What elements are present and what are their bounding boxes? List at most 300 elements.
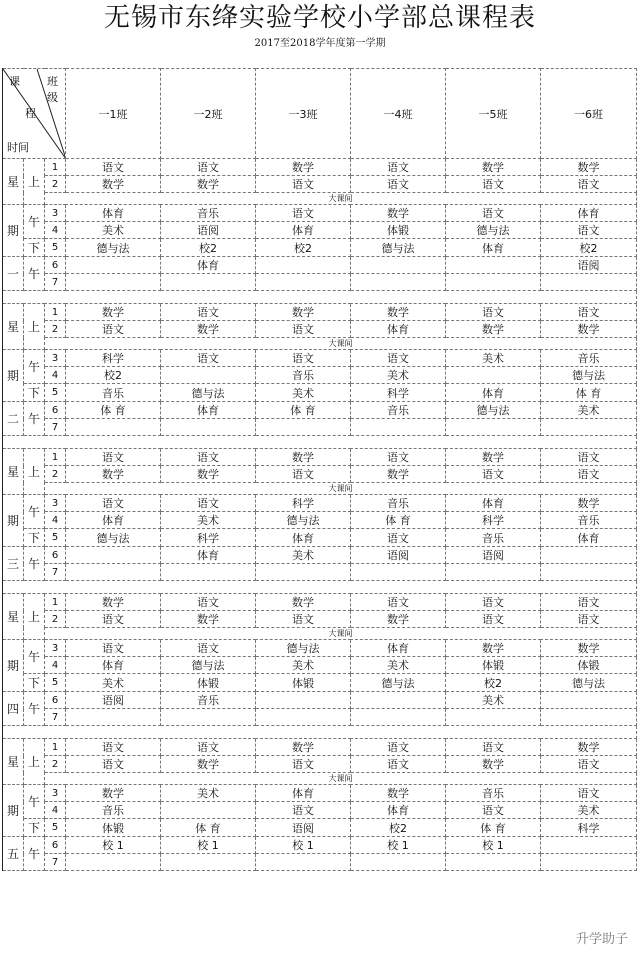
period-row [3,257,637,274]
period-number: 5 [45,529,66,547]
period-number: 1 [45,159,66,176]
day-label: 三 [3,547,24,581]
halfday-label: 午 [24,785,45,819]
lesson-cell [66,854,161,871]
lesson-cell [256,564,351,581]
lesson-cell: 语文 [161,350,256,367]
class-header: 一5班 [446,69,541,159]
lesson-cell: 语文 [351,529,446,547]
lesson-cell: 数学 [351,304,446,321]
lesson-cell: 德与法 [446,402,541,419]
lesson-cell: 德与法 [161,384,256,402]
period-number: 5 [45,674,66,692]
period-number: 1 [45,304,66,321]
halfday-label: 下 [24,819,45,837]
lesson-cell: 语文 [256,756,351,773]
lesson-cell: 语文 [351,594,446,611]
lesson-cell: 语阅 [541,257,637,274]
corner-label-ke: 课 [9,75,20,88]
day-label: 星 [3,739,24,785]
lesson-cell: 校2 [541,239,637,257]
lesson-cell: 校 1 [256,837,351,854]
lesson-cell: 语文 [446,176,541,193]
lesson-cell: 体育 [66,512,161,529]
lesson-cell [446,257,541,274]
period-row [3,756,637,773]
halfday-label: 午 [24,350,45,384]
lesson-cell: 数学 [351,466,446,483]
lesson-cell [66,547,161,564]
period-number: 4 [45,222,66,239]
lesson-cell: 体 育 [66,402,161,419]
lesson-cell: 语文 [446,304,541,321]
period-row [3,239,637,257]
halfday-label: 上 [24,304,45,350]
lesson-cell: 语文 [66,321,161,338]
lesson-cell: 音乐 [541,350,637,367]
corner-label-time: 时间 [7,141,29,154]
halfday-label: 上 [24,739,45,785]
lesson-cell: 音乐 [446,785,541,802]
lesson-cell: 校2 [161,239,256,257]
halfday-label: 下 [24,674,45,692]
day-label: 五 [3,837,24,871]
lesson-cell: 语文 [446,802,541,819]
lesson-cell: 德与法 [66,529,161,547]
page-subtitle: 2017至2018学年度第一学期 [254,38,386,49]
period-row [3,495,637,512]
lesson-cell: 校 1 [161,837,256,854]
halfday-label: 午 [24,205,45,239]
lesson-cell: 校 1 [446,837,541,854]
lesson-cell: 德与法 [256,512,351,529]
halfday-label: 下 [24,384,45,402]
lesson-cell: 美术 [446,350,541,367]
lesson-cell: 语阅 [351,547,446,564]
period-number: 1 [45,449,66,466]
period-row [3,692,637,709]
lesson-cell: 体育 [256,785,351,802]
lesson-cell: 数学 [256,159,351,176]
gap-cell [3,291,637,304]
lesson-cell: 德与法 [541,367,637,384]
period-number: 2 [45,321,66,338]
lesson-cell: 体锻 [66,819,161,837]
period-row [3,674,637,692]
lesson-cell: 语文 [351,449,446,466]
lesson-cell: 校2 [66,367,161,384]
lesson-cell [446,367,541,384]
lesson-cell: 体育 [351,321,446,338]
period-number: 3 [45,205,66,222]
lesson-cell: 语文 [541,176,637,193]
break-label: 大课间 [45,628,637,640]
day-label: 二 [3,402,24,436]
lesson-cell: 数学 [541,739,637,756]
lesson-cell: 语文 [446,611,541,628]
lesson-cell: 数学 [256,304,351,321]
lesson-cell: 语文 [161,640,256,657]
period-number: 3 [45,785,66,802]
lesson-cell: 美术 [256,547,351,564]
lesson-cell [161,564,256,581]
lesson-cell [446,419,541,436]
lesson-cell: 美术 [351,657,446,674]
period-row [3,367,637,384]
lesson-cell: 音乐 [66,802,161,819]
lesson-cell: 美术 [446,692,541,709]
period-row [3,419,637,436]
lesson-cell: 体育 [66,205,161,222]
lesson-cell: 数学 [161,611,256,628]
period-number: 2 [45,611,66,628]
break-label: 大课间 [45,338,637,350]
lesson-cell: 体育 [351,640,446,657]
day-label: 星 [3,594,24,640]
lesson-cell [541,709,637,726]
day-label: 四 [3,692,24,726]
halfday-label: 午 [24,837,45,871]
day-label: 期 [3,495,24,547]
period-number: 4 [45,802,66,819]
lesson-cell [161,709,256,726]
period-row [3,547,637,564]
halfday-label: 午 [24,547,45,581]
class-header: 一2班 [161,69,256,159]
lesson-cell: 音乐 [161,692,256,709]
lesson-cell: 美术 [161,512,256,529]
gap-cell [3,726,637,739]
lesson-cell [161,854,256,871]
lesson-cell: 语文 [351,350,446,367]
lesson-cell: 德与法 [66,239,161,257]
lesson-cell: 语文 [351,176,446,193]
lesson-cell: 数学 [66,594,161,611]
period-number: 4 [45,657,66,674]
period-row [3,449,637,466]
lesson-cell: 体育 [541,205,637,222]
lesson-cell: 科学 [541,819,637,837]
lesson-cell: 音乐 [161,205,256,222]
lesson-cell: 音乐 [351,402,446,419]
period-number: 7 [45,274,66,291]
lesson-cell: 体育 [66,657,161,674]
break-row [3,193,637,205]
lesson-cell: 语文 [446,594,541,611]
period-number: 6 [45,257,66,274]
period-number: 7 [45,564,66,581]
lesson-cell: 校2 [446,674,541,692]
corner-header-cell [3,69,66,159]
lesson-cell: 语文 [161,495,256,512]
lesson-cell: 数学 [446,321,541,338]
lesson-cell [541,854,637,871]
lesson-cell [446,854,541,871]
period-number: 6 [45,547,66,564]
lesson-cell: 体育 [351,802,446,819]
halfday-label: 午 [24,692,45,726]
lesson-cell [256,257,351,274]
lesson-cell: 美术 [66,674,161,692]
class-header: 一6班 [541,69,637,159]
lesson-cell: 数学 [446,756,541,773]
lesson-cell [256,274,351,291]
lesson-cell: 音乐 [351,495,446,512]
lesson-cell: 语文 [541,304,637,321]
lesson-cell: 体育 [446,495,541,512]
lesson-cell: 体锻 [446,657,541,674]
lesson-cell: 体育 [161,547,256,564]
day-label: 星 [3,449,24,495]
lesson-cell: 体育 [161,257,256,274]
period-row [3,657,637,674]
page-title: 无锡市东绛实验学校小学部总课程表 [103,3,536,33]
period-row [3,205,637,222]
lesson-cell: 语文 [161,304,256,321]
lesson-cell: 德与法 [351,674,446,692]
lesson-cell [161,367,256,384]
lesson-cell: 语文 [66,739,161,756]
lesson-cell: 语阅 [446,547,541,564]
period-number: 4 [45,367,66,384]
period-number: 5 [45,384,66,402]
day-label: 期 [3,640,24,692]
lesson-cell: 语文 [256,205,351,222]
lesson-cell: 语文 [256,176,351,193]
lesson-cell [66,419,161,436]
period-number: 5 [45,239,66,257]
halfday-label: 午 [24,495,45,529]
period-row [3,274,637,291]
break-row [3,628,637,640]
lesson-cell: 体育 [541,529,637,547]
lesson-cell: 语阅 [66,692,161,709]
lesson-cell: 语文 [256,802,351,819]
lesson-cell: 语文 [256,466,351,483]
lesson-cell: 数学 [256,739,351,756]
lesson-cell: 体锻 [256,674,351,692]
period-number: 2 [45,466,66,483]
day-gap-row [3,726,637,739]
period-number: 4 [45,512,66,529]
lesson-cell [446,274,541,291]
lesson-cell [66,274,161,291]
lesson-cell: 语文 [541,785,637,802]
period-number: 3 [45,640,66,657]
day-label: 星 [3,304,24,350]
period-row [3,529,637,547]
break-label: 大课间 [45,193,637,205]
lesson-cell: 语文 [446,466,541,483]
lesson-cell: 美术 [541,402,637,419]
period-number: 7 [45,854,66,871]
period-number: 1 [45,594,66,611]
period-number: 3 [45,350,66,367]
lesson-cell: 语文 [256,321,351,338]
lesson-cell: 数学 [446,449,541,466]
period-row [3,384,637,402]
lesson-cell [351,692,446,709]
day-label: 期 [3,350,24,402]
lesson-cell [541,837,637,854]
lesson-cell: 语阅 [161,222,256,239]
period-row [3,594,637,611]
lesson-cell: 数学 [541,159,637,176]
lesson-cell: 体 育 [351,512,446,529]
lesson-cell: 语文 [446,739,541,756]
halfday-label: 上 [24,594,45,640]
lesson-cell: 数学 [66,176,161,193]
lesson-cell: 语文 [66,159,161,176]
lesson-cell: 数学 [161,466,256,483]
day-label: 星 [3,159,24,205]
lesson-cell: 数学 [351,785,446,802]
lesson-cell: 数学 [541,640,637,657]
lesson-cell: 语文 [66,495,161,512]
lesson-cell: 数学 [541,495,637,512]
lesson-cell [161,274,256,291]
period-number: 7 [45,709,66,726]
lesson-cell: 语文 [66,640,161,657]
lesson-cell: 数学 [161,321,256,338]
lesson-cell: 科学 [446,512,541,529]
lesson-cell: 体锻 [541,657,637,674]
lesson-cell [351,854,446,871]
lesson-cell [66,709,161,726]
day-label: 一 [3,257,24,291]
lesson-cell [541,564,637,581]
lesson-cell: 德与法 [351,239,446,257]
lesson-cell: 语文 [161,159,256,176]
period-row [3,304,637,321]
lesson-cell: 德与法 [256,640,351,657]
lesson-cell: 数学 [541,321,637,338]
period-row [3,159,637,176]
lesson-cell: 语文 [66,449,161,466]
period-row [3,466,637,483]
lesson-cell: 音乐 [256,367,351,384]
period-row [3,802,637,819]
lesson-cell [256,419,351,436]
period-row [3,512,637,529]
lesson-cell: 美术 [161,785,256,802]
period-row [3,611,637,628]
lesson-cell: 数学 [351,205,446,222]
lesson-cell: 数学 [161,176,256,193]
lesson-cell: 语文 [256,350,351,367]
lesson-cell: 德与法 [446,222,541,239]
day-gap-row [3,291,637,304]
lesson-cell: 体锻 [161,674,256,692]
period-row [3,837,637,854]
lesson-cell [161,419,256,436]
halfday-label: 上 [24,449,45,495]
halfday-label: 午 [24,257,45,291]
lesson-cell: 科学 [351,384,446,402]
lesson-cell: 语文 [66,611,161,628]
lesson-cell: 体锻 [351,222,446,239]
lesson-cell: 德与法 [541,674,637,692]
timetable [2,68,637,871]
period-row [3,350,637,367]
lesson-cell [541,547,637,564]
lesson-cell: 科学 [161,529,256,547]
lesson-cell: 语文 [541,594,637,611]
lesson-cell [541,692,637,709]
lesson-cell: 数学 [66,304,161,321]
break-label: 大课间 [45,483,637,495]
lesson-cell: 美术 [351,367,446,384]
lesson-cell [66,564,161,581]
lesson-cell: 美术 [256,384,351,402]
break-label: 大课间 [45,773,637,785]
lesson-cell: 体育 [446,384,541,402]
period-number: 2 [45,756,66,773]
halfday-label: 上 [24,159,45,205]
period-number: 2 [45,176,66,193]
lesson-cell [446,709,541,726]
period-number: 6 [45,837,66,854]
period-row [3,819,637,837]
lesson-cell: 校2 [256,239,351,257]
lesson-cell: 数学 [66,785,161,802]
lesson-cell: 美术 [541,802,637,819]
lesson-cell: 语文 [351,756,446,773]
lesson-cell: 体 育 [446,819,541,837]
period-row [3,176,637,193]
corner-label-cheng: 程 [25,107,36,120]
period-number: 3 [45,495,66,512]
lesson-cell: 体 育 [161,819,256,837]
break-row [3,338,637,350]
day-label: 期 [3,205,24,257]
period-row [3,402,637,419]
day-gap-row [3,581,637,594]
corner-label-ban: 班 [47,75,58,88]
period-row [3,321,637,338]
lesson-cell: 语文 [66,756,161,773]
period-number: 6 [45,692,66,709]
lesson-cell: 语文 [161,449,256,466]
lesson-cell [66,257,161,274]
lesson-cell: 美术 [66,222,161,239]
corner-label-ji: 级 [47,91,58,104]
lesson-cell: 语文 [541,466,637,483]
period-row [3,709,637,726]
period-row [3,785,637,802]
period-row [3,739,637,756]
lesson-cell: 校2 [351,819,446,837]
lesson-cell: 语文 [541,222,637,239]
lesson-cell: 数学 [256,449,351,466]
lesson-cell: 数学 [256,594,351,611]
lesson-cell [351,564,446,581]
period-number: 5 [45,819,66,837]
lesson-cell: 数学 [66,466,161,483]
gap-cell [3,436,637,449]
lesson-cell [256,854,351,871]
halfday-label: 午 [24,640,45,674]
period-number: 6 [45,402,66,419]
lesson-cell [541,274,637,291]
halfday-label: 下 [24,529,45,547]
lesson-cell: 语文 [541,449,637,466]
period-number: 1 [45,739,66,756]
watermark: 升学助子 [574,928,630,947]
lesson-cell: 音乐 [446,529,541,547]
lesson-cell: 数学 [446,159,541,176]
lesson-cell: 校 1 [351,837,446,854]
